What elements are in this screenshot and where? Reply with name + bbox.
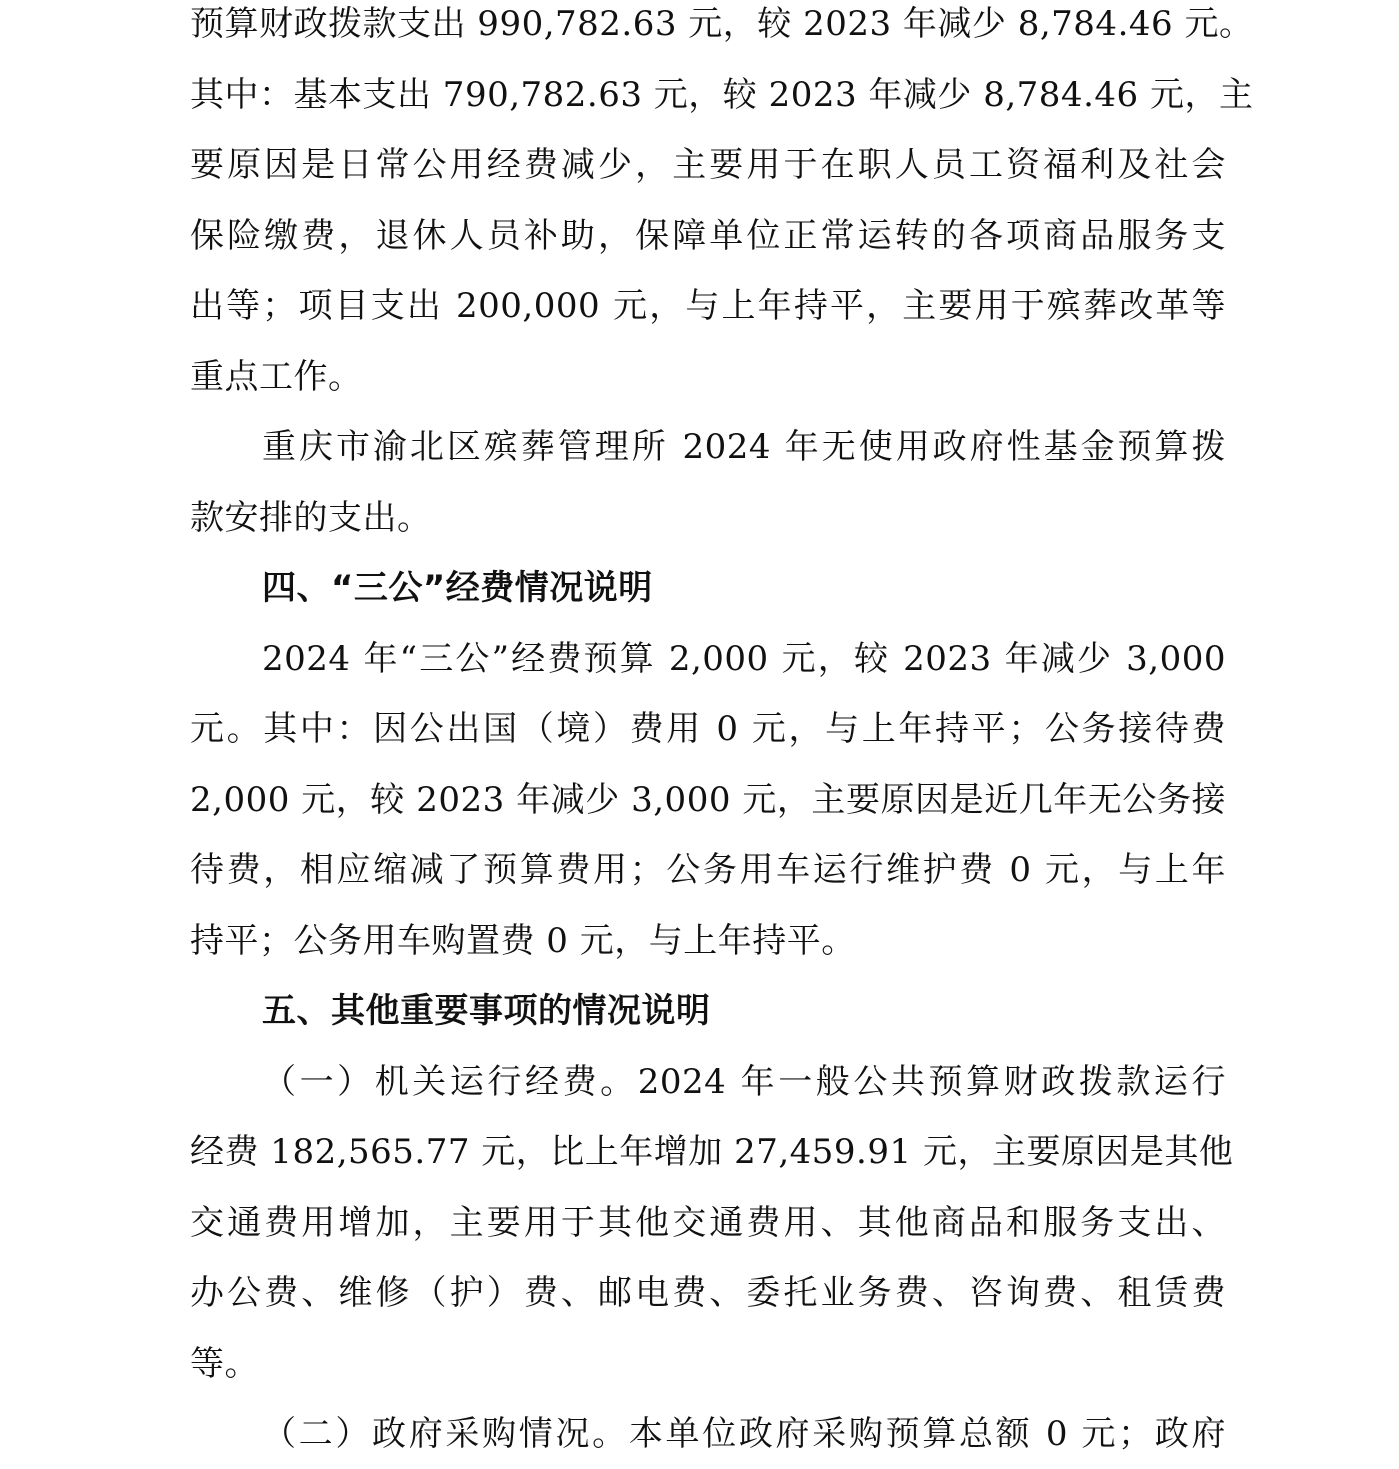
text-line: 交通费用增加，主要用于其他交通费用、其他商品和服务支出、: [190, 1203, 1226, 1243]
text-line: 重点工作。: [190, 357, 363, 397]
section-heading: 四、“三公”经费情况说明: [262, 568, 653, 608]
text-line: 预算财政拨款支出 990,782.63 元，较 2023 年减少 8,784.46 元。: [190, 4, 1254, 44]
text-line: 经费 182,565.77 元，比上年增加 27,459.91 元，主要原因是其他: [190, 1132, 1234, 1172]
text-line: （一）机关运行经费。2024 年一般公共预算财政拨款运行: [262, 1062, 1226, 1102]
text-line: 款安排的支出。: [190, 498, 432, 538]
text-line: 保险缴费，退休人员补助，保障单位正常运转的各项商品服务支: [190, 216, 1226, 256]
text-line: 2024 年“三公”经费预算 2,000 元，较 2023 年减少 3,000: [262, 639, 1226, 679]
text-line: 要原因是日常公用经费减少，主要用于在职人员工资福利及社会: [190, 145, 1226, 185]
text-line: 等。: [190, 1344, 259, 1384]
text-line: 出等；项目支出 200,000 元，与上年持平，主要用于殡葬改革等: [190, 286, 1226, 326]
text-line: 待费，相应缩减了预算费用；公务用车运行维护费 0 元，与上年: [190, 850, 1226, 890]
text-line: 重庆市渝北区殡葬管理所 2024 年无使用政府性基金预算拨: [262, 427, 1226, 467]
text-line: 元。其中：因公出国（境）费用 0 元，与上年持平；公务接待费: [190, 709, 1226, 749]
text-line: 办公费、维修（护）费、邮电费、委托业务费、咨询费、租赁费: [190, 1273, 1226, 1313]
section-heading: 五、其他重要事项的情况说明: [262, 991, 711, 1031]
text-line: 2,000 元，较 2023 年减少 3,000 元，主要原因是近几年无公务接: [190, 780, 1226, 820]
text-line: 其中：基本支出 790,782.63 元，较 2023 年减少 8,784.46 元，主: [190, 75, 1254, 115]
text-line: （二）政府采购情况。本单位政府采购预算总额 0 元；政府: [262, 1414, 1226, 1454]
text-line: 持平；公务用车购置费 0 元，与上年持平。: [190, 921, 856, 961]
